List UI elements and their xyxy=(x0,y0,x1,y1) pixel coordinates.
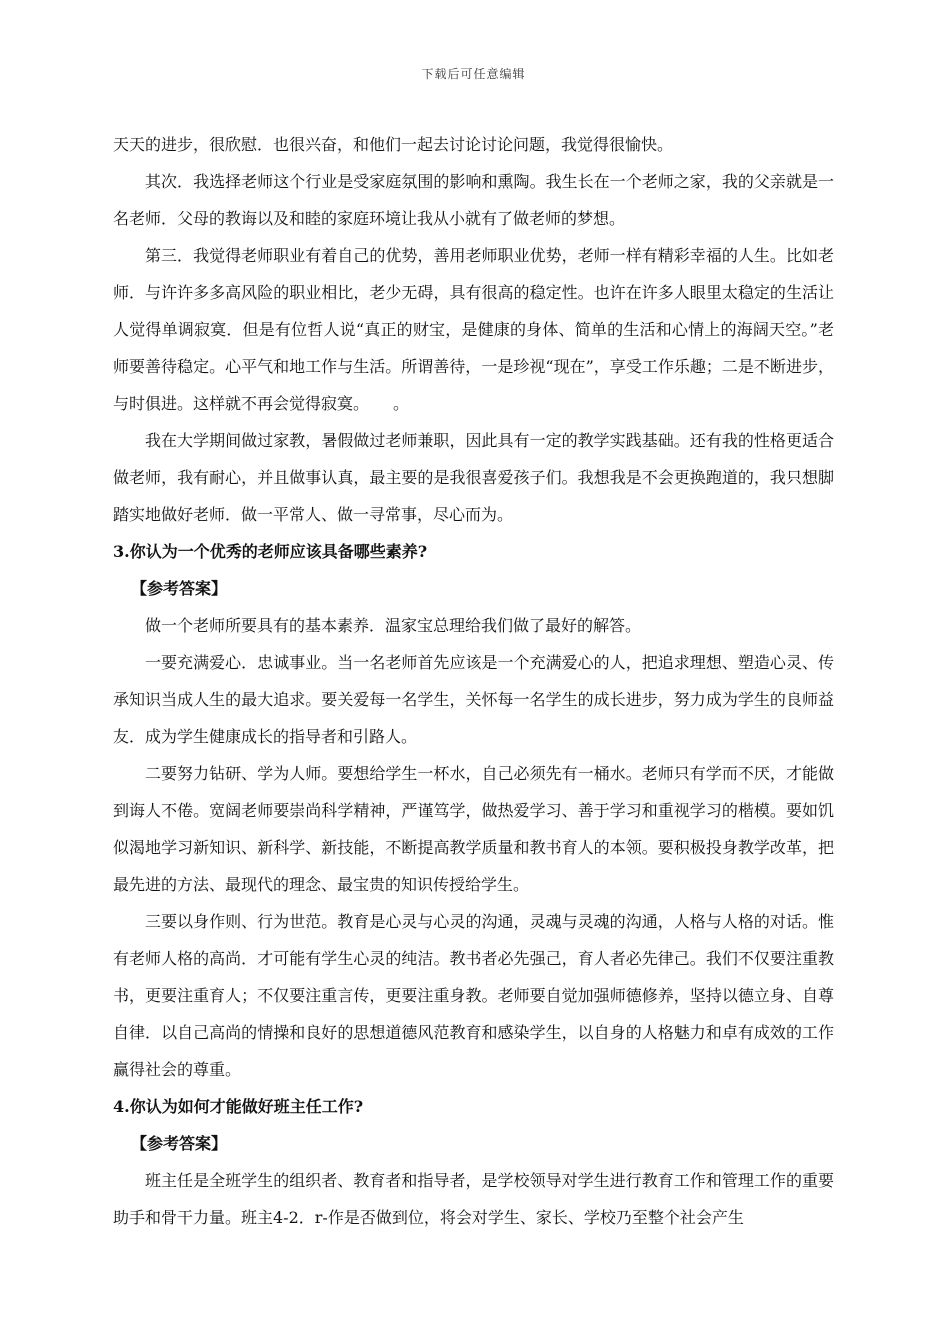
answer-label: 【参考答案】 xyxy=(131,579,228,598)
answer-label: 【参考答案】 xyxy=(131,1134,228,1153)
page-header: 下载后可任意编辑 xyxy=(421,67,526,81)
paragraph: 其次．我选择老师这个行业是受家庭氛围的影响和熏陶。我生长在一个老师之家，我的父亲就是一名老师．父母的教诲以及和睦的家庭环境让我从小就有了做老师的梦想。 xyxy=(113,172,834,228)
paragraph: 二要努力钻研、学为人师。要想给学生一杯水，自己必须先有一桶水。老师只有学而不厌，才能做到诲人不倦。宽阔老师要崇尚科学精神，严谨笃学，做热爱学习、善于学习和重视学习的楷模。要如饥似渴地学习新知识、新科学、新技能，不断提高教学质量和教书育人的本领。要积极投身教学改革，把最先进的方法、最现代的理念、最宝贵的知识传授给学生。 xyxy=(113,764,834,894)
paragraph: 第三．我觉得老师职业有着自己的优势，善用老师职业优势，老师一样有精彩幸福的人生。比如老师．与许许多多高风险的职业相比，老少无碍，具有很高的稳定性。也许在许多人眼里太稳定的生活让人觉得单调寂寞．但是有位哲人说“真正的财宝，是健康的身体、简单的生活和心情上的海阔天空。”老师要善待稳定。心平气和地工作与生活。所谓善待，一是珍视“现在”，享受工作乐趣；二是不断进步，与时俱进。这样就不再会觉得寂寞。 。 xyxy=(113,246,834,413)
paragraph: 三要以身作则、行为世范。教育是心灵与心灵的沟通，灵魂与灵魂的沟通，人格与人格的对话。惟有老师人格的高尚．才可能有学生心灵的纯洁。教书者必先强己，育人者必先律己。我们不仅要注重教书，更要注重育人；不仅要注重言传，更要注重身教。老师要自觉加强师德修养，坚持以德立身、自尊自律．以自己高尚的情操和良好的思想道德风范教育和感染学生，以自身的人格魅力和卓有成效的工作赢得社会的尊重。 xyxy=(113,912,834,1079)
question-heading: 4.你认为如何才能做好班主任工作? xyxy=(113,1097,364,1116)
paragraph: 班主任是全班学生的组织者、教育者和指导者，是学校领导对学生进行教育工作和管理工作的重要助手和骨干力量。班主4-2．r-作是否做到位，将会对学生、家长、学校乃至整个社会产生 xyxy=(113,1171,834,1227)
question-heading: 3.你认为一个优秀的老师应该具备哪些素养? xyxy=(113,542,428,561)
paragraph: 我在大学期间做过家教，暑假做过老师兼职，因此具有一定的教学实践基础。还有我的性格更适合做老师，我有耐心，并且做事认真，最主要的是我很喜爱孩子们。我想我是不会更换跑道的，我只想脚踏实地做好老师．做一平常人、做一寻常事，尽心而为。 xyxy=(113,431,834,524)
paragraph: 做一个老师所要具有的基本素养．温家宝总理给我们做了最好的解答。 xyxy=(145,616,642,635)
paragraph: 天天的进步，很欣慰．也很兴奋，和他们一起去讨论讨论问题，我觉得很愉快。 xyxy=(113,135,674,154)
paragraph: 一要充满爱心．忠诚事业。当一名老师首先应该是一个充满爱心的人，把追求理想、塑造心灵、传承知识当成人生的最大追求。要关爱每一名学生，关怀每一名学生的成长进步，努力成为学生的良师益友．成为学生健康成长的指导者和引路人。 xyxy=(113,653,834,746)
